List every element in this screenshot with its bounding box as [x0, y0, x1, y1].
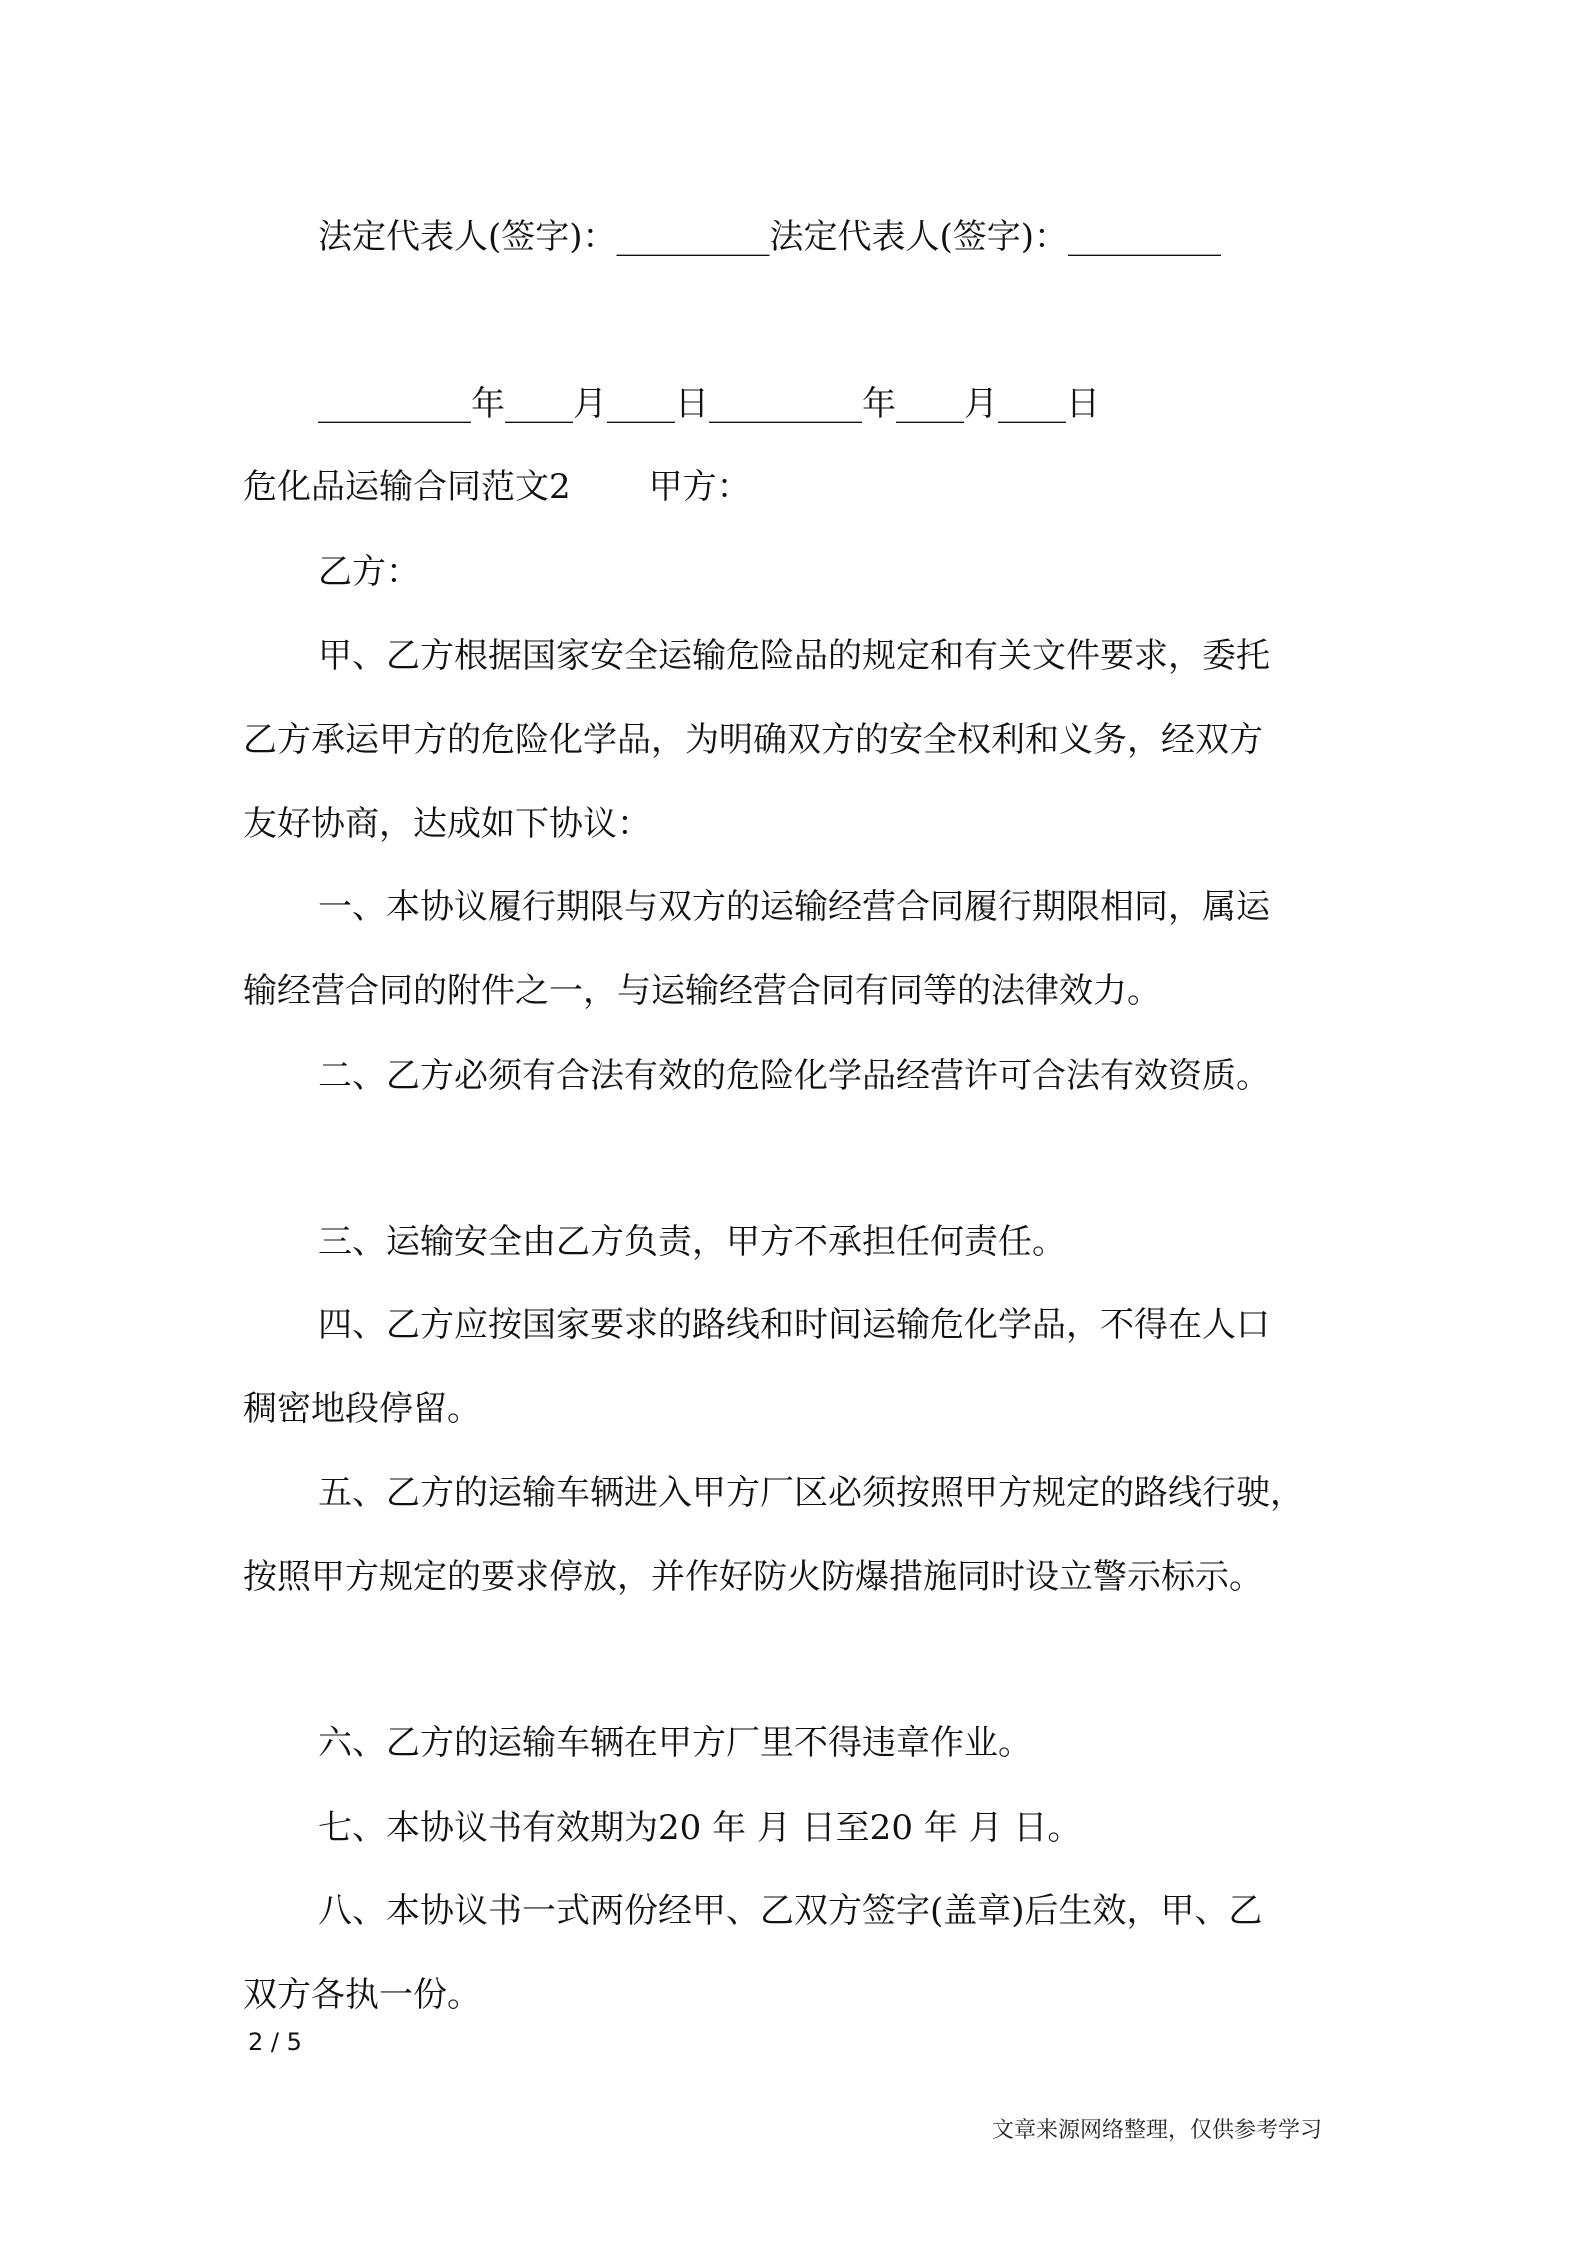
clause-1: 一、本协议履行期限与双方的运输经营合同履行期限相同，属运: [318, 887, 1270, 927]
party-b-label: 乙方：: [318, 552, 420, 592]
clause-4: 四、乙方应按国家要求的路线和时间运输危化学品，不得在人口: [318, 1305, 1270, 1345]
clause-5-cont: 按照甲方规定的要求停放，并作好防火防爆措施同时设立警示标示。: [243, 1557, 1263, 1597]
clause-1-cont: 输经营合同的附件之一，与运输经营合同有同等的法律效力。: [243, 971, 1161, 1011]
clause-5: 五、乙方的运输车辆进入甲方厂区必须按照甲方规定的路线行驶，: [318, 1473, 1304, 1513]
footer-note: 文章来源网络整理，仅供参考学习: [992, 2118, 1323, 2143]
clause-2: 二、乙方必须有合法有效的危险化学品经营许可合法有效资质。: [318, 1056, 1270, 1096]
clause-3: 三、运输安全由乙方负责，甲方不承担任何责任。: [318, 1222, 1066, 1262]
paragraph-line: 友好协商，达成如下协议：: [243, 804, 651, 844]
party-a-label: 甲方：: [648, 467, 751, 507]
clause-6: 六、乙方的运输车辆在甲方厂里不得违章作业。: [318, 1723, 1032, 1763]
clause-8: 八、本协议书一式两份经甲、乙双方签字(盖章)后生效，甲、乙: [318, 1891, 1263, 1931]
page-number: 2 / 5: [248, 2028, 302, 2056]
signature-line: 法定代表人(签字)：_________法定代表人(签字)：_________: [318, 217, 1222, 257]
doc-title-row: [243, 467, 751, 507]
clause-4-cont: 稠密地段停留。: [243, 1389, 481, 1429]
paragraph-line: 甲、乙方根据国家安全运输危险品的规定和有关文件要求，委托: [318, 636, 1270, 676]
paragraph-line: 乙方承运甲方的危险化学品，为明确双方的安全权利和义务，经双方: [243, 720, 1263, 760]
clause-8-cont: 双方各执一份。: [243, 1975, 481, 2015]
clause-7: 七、本协议书有效期为20 年 月 日至20 年 月 日。: [318, 1808, 1082, 1848]
date-line: _________年____月____日_________年____月____日: [318, 384, 1100, 424]
doc-title: 危化品运输合同范文2: [243, 467, 571, 507]
